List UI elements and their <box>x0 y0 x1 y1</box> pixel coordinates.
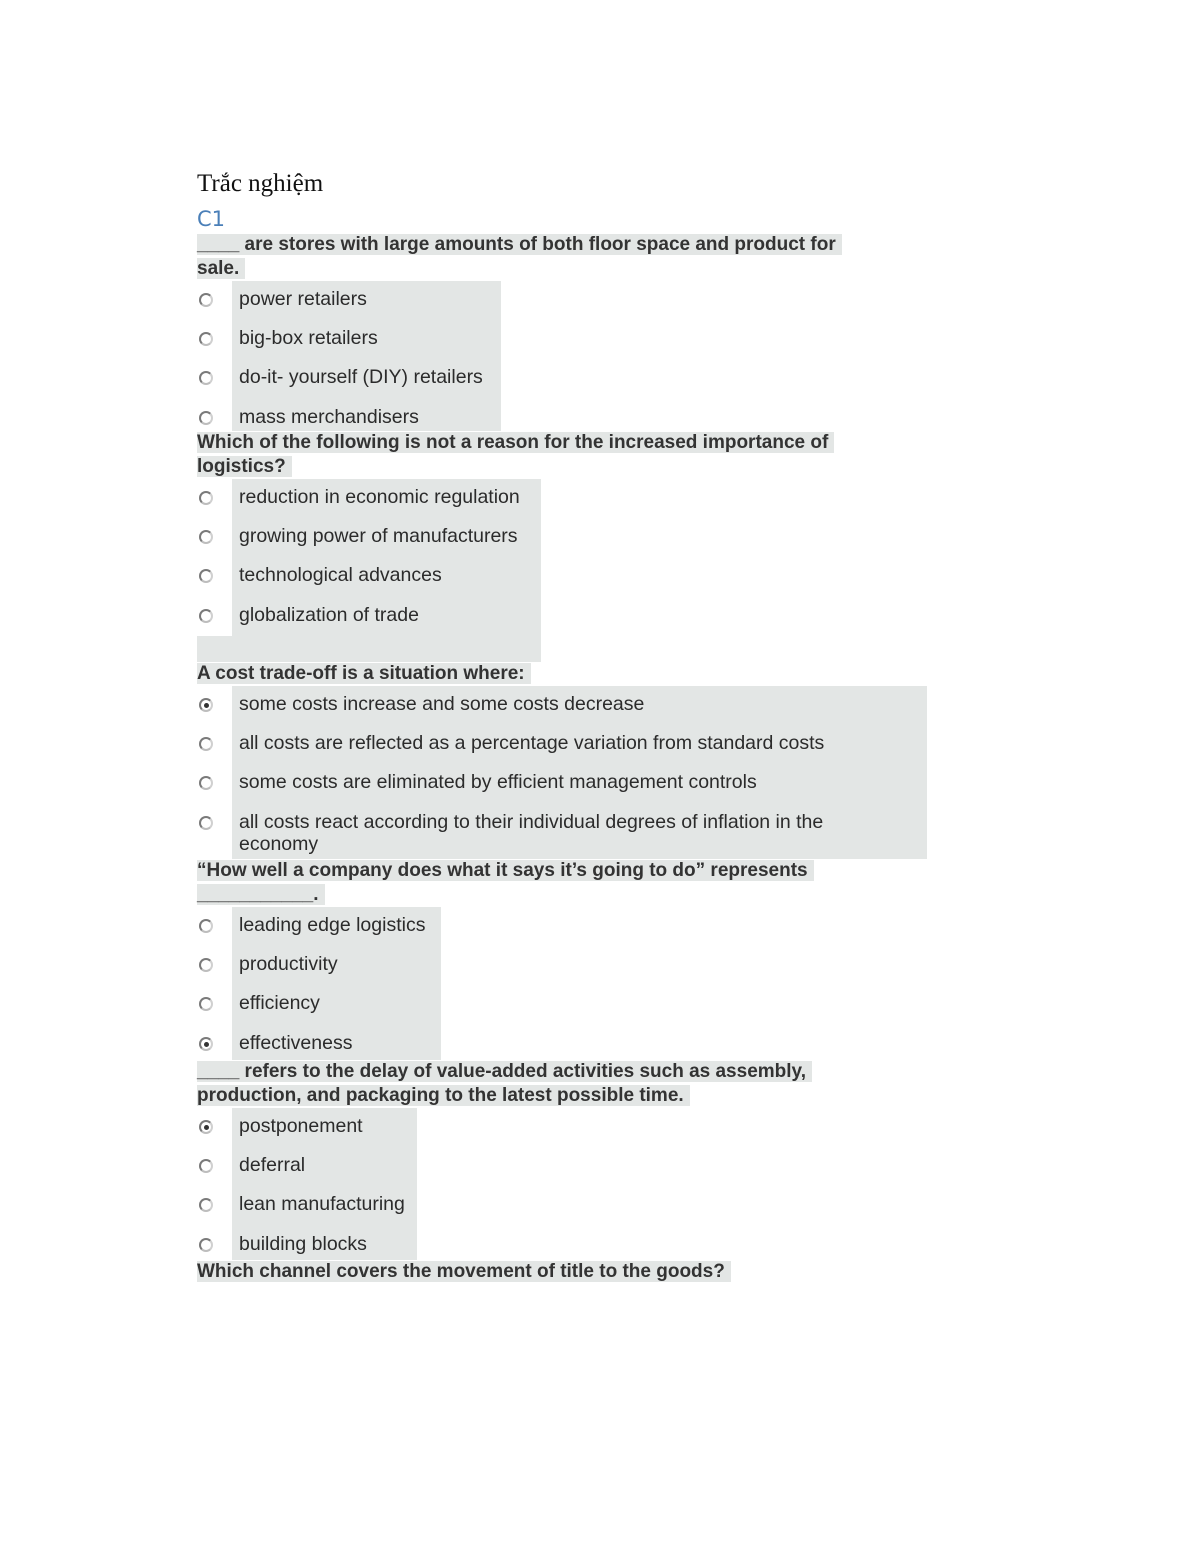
radio-button[interactable] <box>199 997 213 1011</box>
option-label-line: economy <box>239 833 319 855</box>
question-line: ___________. <box>197 884 325 905</box>
question-line: “How well a company does what it says it’s going to do” represents <box>197 860 814 881</box>
option-label <box>232 804 823 855</box>
option-lean-manufacturing[interactable] <box>197 1186 413 1226</box>
option-costs-increase-decrease[interactable] <box>197 686 923 725</box>
document-page <box>197 168 957 1284</box>
option-building-blocks[interactable] <box>197 1226 413 1260</box>
question-5 <box>197 1060 957 1260</box>
option-label: all costs are reflected as a percentage variation from standard costs <box>239 732 825 754</box>
radio-button-selected[interactable] <box>199 1120 213 1134</box>
question-6 <box>197 1260 957 1284</box>
option-label: reduction in economic regulation <box>239 486 520 508</box>
question-line: logistics? <box>197 456 292 477</box>
option-economic-regulation[interactable] <box>197 479 537 518</box>
option-globalization-of-trade[interactable] <box>197 597 537 636</box>
radio-button[interactable] <box>199 569 213 583</box>
option-label: lean manufacturing <box>239 1193 405 1215</box>
option-label: technological advances <box>239 564 442 586</box>
option-label: productivity <box>239 953 338 975</box>
option-label: some costs increase and some costs decrease <box>239 693 645 715</box>
radio-button[interactable] <box>199 1238 213 1252</box>
question-text <box>197 1260 957 1284</box>
section-heading: C1 <box>197 207 226 231</box>
option-technological-advances[interactable] <box>197 557 537 597</box>
option-diy-retailers[interactable] <box>197 359 497 399</box>
question-text <box>197 1060 957 1108</box>
question-line: production, and packaging to the latest possible time. <box>197 1085 690 1106</box>
option-label: globalization of trade <box>239 604 419 626</box>
option-label: building blocks <box>239 1233 367 1255</box>
radio-button-selected[interactable] <box>199 698 213 712</box>
radio-button[interactable] <box>199 1198 213 1212</box>
question-text <box>197 233 957 281</box>
option-productivity[interactable] <box>197 946 437 985</box>
option-power-retailers[interactable] <box>197 281 497 320</box>
question-1 <box>197 233 957 431</box>
option-costs-eliminated[interactable] <box>197 764 923 804</box>
options-group <box>197 1108 417 1260</box>
radio-button[interactable] <box>199 919 213 933</box>
spacer <box>197 636 537 662</box>
question-line: ____ are stores with large amounts of both floor space and product for <box>197 234 842 255</box>
question-2 <box>197 431 957 662</box>
option-label: leading edge logistics <box>239 914 426 936</box>
radio-button[interactable] <box>199 293 213 307</box>
question-4 <box>197 859 957 1060</box>
options-group <box>197 907 441 1060</box>
question-text <box>197 662 957 686</box>
option-leading-edge-logistics[interactable] <box>197 907 437 946</box>
option-label: do-it- yourself (DIY) retailers <box>239 366 483 388</box>
option-label: effectiveness <box>239 1032 353 1054</box>
question-line: sale. <box>197 258 245 279</box>
option-postponement[interactable] <box>197 1108 413 1147</box>
option-effectiveness[interactable] <box>197 1025 437 1060</box>
options-group <box>197 686 927 859</box>
option-label: some costs are eliminated by efficient management controls <box>239 771 757 793</box>
option-label: power retailers <box>239 288 367 310</box>
option-label: postponement <box>239 1115 363 1137</box>
radio-button[interactable] <box>199 530 213 544</box>
radio-button[interactable] <box>199 816 213 830</box>
option-percentage-variation[interactable] <box>197 725 923 764</box>
option-label: big-box retailers <box>239 327 378 349</box>
question-text <box>197 431 957 479</box>
option-mass-merchandisers[interactable] <box>197 399 497 431</box>
option-label: deferral <box>239 1154 306 1176</box>
question-3 <box>197 662 957 859</box>
radio-button[interactable] <box>199 371 213 385</box>
option-inflation[interactable] <box>197 804 923 859</box>
radio-button[interactable] <box>199 776 213 790</box>
option-big-box-retailers[interactable] <box>197 320 497 359</box>
option-label-line: all costs react according to their individual degrees of inflation in the <box>239 811 824 833</box>
question-text <box>197 859 957 907</box>
radio-button[interactable] <box>199 332 213 346</box>
option-efficiency[interactable] <box>197 985 437 1025</box>
radio-button[interactable] <box>199 411 213 425</box>
option-label: efficiency <box>239 992 320 1014</box>
options-group <box>197 479 541 662</box>
radio-button-selected[interactable] <box>199 1037 213 1051</box>
document-title: Trắc nghiệm <box>197 170 324 197</box>
question-line: Which channel covers the movement of title to the goods? <box>197 1261 731 1282</box>
question-line: ____ refers to the delay of value-added activities such as assembly, <box>197 1061 812 1082</box>
option-power-of-manufacturers[interactable] <box>197 518 537 557</box>
option-deferral[interactable] <box>197 1147 413 1186</box>
option-label: growing power of manufacturers <box>239 525 518 547</box>
radio-button[interactable] <box>199 1159 213 1173</box>
option-label: mass merchandisers <box>239 406 419 428</box>
radio-button[interactable] <box>199 737 213 751</box>
radio-button[interactable] <box>199 609 213 623</box>
question-line: A cost trade-off is a situation where: <box>197 663 531 684</box>
radio-button[interactable] <box>199 491 213 505</box>
radio-button[interactable] <box>199 958 213 972</box>
options-group <box>197 281 501 431</box>
question-line: Which of the following is not a reason for the increased importance of <box>197 432 834 453</box>
